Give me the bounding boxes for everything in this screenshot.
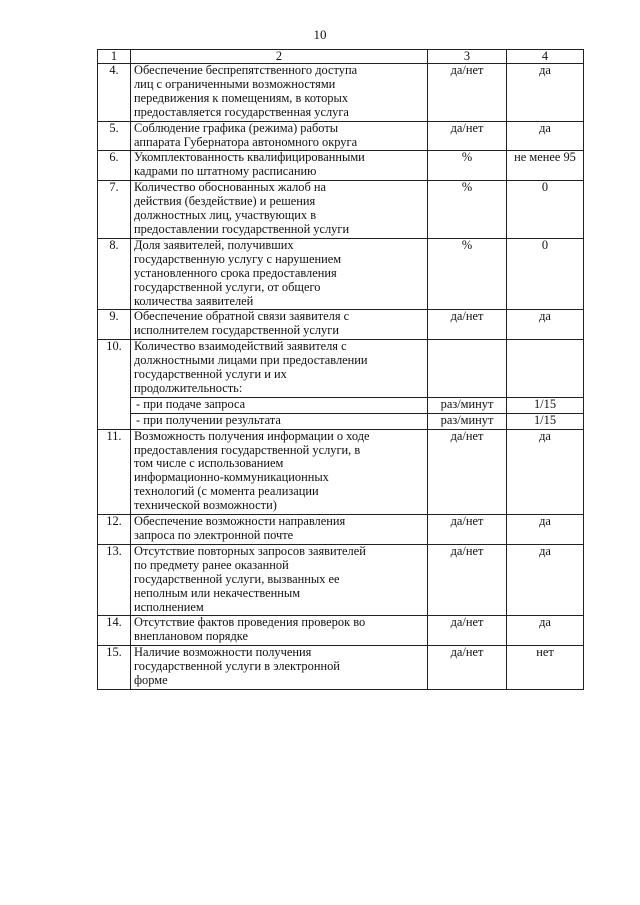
row-number: 13. — [98, 544, 131, 616]
subrow-unit: раз/минут — [428, 397, 507, 413]
row-number: 9. — [98, 310, 131, 340]
unit-cell: % — [428, 151, 507, 181]
description-line: Отсутствие фактов проведения проверок во — [134, 615, 366, 630]
subrow-value: 1/15 — [507, 413, 584, 429]
row-number: 15. — [98, 646, 131, 690]
indicator-description — [131, 515, 428, 545]
row-number: 6. — [98, 151, 131, 181]
row-number: 5. — [98, 121, 131, 151]
table-row — [98, 64, 584, 122]
description-line: Соблюдение графика (режима) работы — [134, 121, 339, 135]
description-line: государственную услугу с нарушением — [134, 251, 342, 266]
row-number: 11. — [98, 429, 131, 514]
description-line: информационно-коммуникационных — [134, 470, 329, 485]
subrow-value: 1/15 — [507, 397, 584, 413]
description-line: исполнением — [134, 599, 204, 614]
table-subrow — [98, 397, 584, 413]
description-line: государственной услуги, вызванных ее — [134, 571, 340, 586]
description-line: государственной услуги, от общего — [134, 279, 321, 294]
table-row — [98, 181, 584, 239]
row-number: 7. — [98, 181, 131, 239]
value-cell: да — [507, 310, 584, 340]
indicator-description — [131, 616, 428, 646]
value-cell — [507, 340, 584, 398]
indicator-description — [131, 238, 428, 310]
value-cell: да — [507, 429, 584, 514]
table-subrow — [98, 413, 584, 429]
row-number: 4. — [98, 64, 131, 122]
description-line: внеплановом порядке — [134, 629, 249, 644]
subrow-unit: раз/минут — [428, 413, 507, 429]
page-number: 10 — [313, 27, 327, 42]
table-header-row — [98, 50, 584, 64]
unit-cell: % — [428, 181, 507, 239]
description-line: Количество обоснованных жалоб на — [134, 180, 326, 195]
description-line: форме — [134, 673, 168, 688]
unit-cell: да/нет — [428, 121, 507, 151]
description-line: должностными лицами при предоставлении — [134, 353, 368, 368]
value-cell: нет — [507, 646, 584, 690]
indicators-table — [97, 49, 584, 690]
description-line: действия (бездействие) и решения — [134, 194, 316, 209]
table-row — [98, 515, 584, 545]
description-line: Наличие возможности получения — [134, 645, 312, 660]
indicator-description — [131, 646, 428, 690]
description-line: Обеспечение обратной связи заявителя с — [134, 309, 350, 324]
description-line: том числе с использованием — [134, 456, 284, 471]
description-line: технологий (с момента реализации — [134, 484, 319, 499]
description-line: предоставления государственной услуги, в — [134, 442, 361, 457]
row-number: 12. — [98, 515, 131, 545]
row-number: 10. — [98, 340, 131, 429]
unit-cell: да/нет — [428, 64, 507, 122]
description-line: предоставляется государственная услуга — [134, 104, 349, 119]
indicator-description — [131, 429, 428, 514]
description-line: исполнителем государственной услуги — [134, 323, 339, 338]
unit-cell: да/нет — [428, 646, 507, 690]
table-row — [98, 121, 584, 151]
value-cell: 0 — [507, 238, 584, 310]
subrow-label: - при получении результата — [131, 413, 428, 429]
description-line: Укомплектованность квалифицированными — [134, 150, 365, 165]
table-row — [98, 151, 584, 181]
table-row — [98, 340, 584, 398]
description-line: Отсутствие повторных запросов заявителей — [134, 544, 366, 558]
description-line: продолжительность: — [134, 380, 243, 395]
unit-cell: да/нет — [428, 515, 507, 545]
description-line: государственной услуги и их — [134, 367, 287, 382]
description-line: передвижения к помещениям, в которых — [134, 90, 349, 105]
value-cell: 0 — [507, 181, 584, 239]
value-cell: да — [507, 121, 584, 151]
description-line: кадрами по штатному расписанию — [134, 164, 317, 179]
description-line: Обеспечение возможности направления — [134, 514, 346, 529]
table-row — [98, 310, 584, 340]
description-line: должностных лиц, участвующих в — [134, 208, 317, 223]
description-line: Доля заявителей, получивших — [134, 238, 294, 252]
value-cell: не менее 95 — [507, 151, 584, 181]
description-line: количества заявителей — [134, 293, 254, 308]
unit-cell: да/нет — [428, 310, 507, 340]
row-number: 14. — [98, 616, 131, 646]
description-line: технической возможности) — [134, 498, 277, 513]
column-header: 3 — [428, 50, 507, 64]
unit-cell: % — [428, 238, 507, 310]
unit-cell — [428, 340, 507, 398]
table-body — [98, 50, 584, 690]
indicator-description — [131, 181, 428, 239]
unit-cell: да/нет — [428, 544, 507, 616]
indicator-description — [131, 340, 428, 398]
indicator-description — [131, 310, 428, 340]
indicator-description — [131, 121, 428, 151]
table-row — [98, 544, 584, 616]
row-number: 8. — [98, 238, 131, 310]
value-cell: да — [507, 64, 584, 122]
description-line: неполным или некачественным — [134, 585, 301, 600]
description-line: Обеспечение беспрепятственного доступа — [134, 63, 358, 77]
description-line: по предмету ранее оказанной — [134, 557, 289, 572]
value-cell: да — [507, 515, 584, 545]
value-cell: да — [507, 616, 584, 646]
description-line: запроса по электронной почте — [134, 528, 294, 542]
description-line: аппарата Губернатора автономного округа — [134, 134, 358, 149]
description-line: Количество взаимодействий заявителя с — [134, 339, 347, 354]
column-header: 1 — [98, 50, 131, 64]
description-line: государственной услуги в электронной — [134, 659, 340, 674]
description-line: лиц с ограниченными возможностями — [134, 76, 336, 91]
table-row — [98, 646, 584, 690]
unit-cell: да/нет — [428, 429, 507, 514]
description-line: установленного срока предоставления — [134, 265, 337, 280]
table-row — [98, 238, 584, 310]
description-line: Возможность получения информации о ходе — [134, 429, 370, 443]
column-header: 2 — [131, 50, 428, 64]
indicator-description — [131, 151, 428, 181]
table-row — [98, 429, 584, 514]
unit-cell: да/нет — [428, 616, 507, 646]
table-row — [98, 616, 584, 646]
value-cell: да — [507, 544, 584, 616]
column-header: 4 — [507, 50, 584, 64]
description-line: предоставлении государственной услуги — [134, 221, 350, 236]
indicator-description — [131, 544, 428, 616]
indicator-description — [131, 64, 428, 122]
subrow-label: - при подаче запроса — [131, 397, 428, 413]
